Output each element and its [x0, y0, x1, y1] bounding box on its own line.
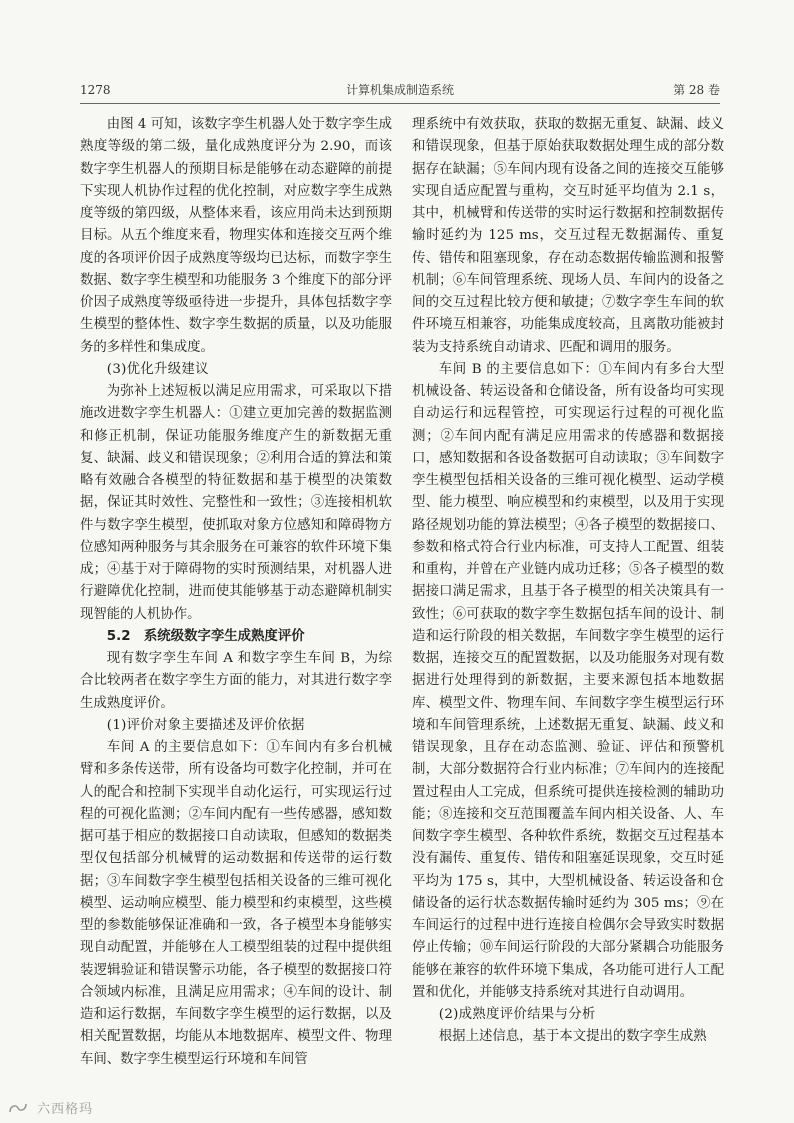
paragraph-result-summary: 由图 4 可知，该数字孪生机器人处于数字孪生成熟度等级的第二级，量化成熟度评分为 2.90，而该数字孪生机器人的预期目标是能够在动态避障的前提下实现人机协作过程的优化控制，对应数字孪生成熟度等级的第四级，从整体来看，该应用尚未达到预期目标。从五个维度来看，物理实体和连接交互两个维度的各项评价因子成熟度等级均已达标，而数字孪生数据、数字孪生模型和功能服务 3 个维度下的部分评价因子成熟度等级亟待进一步提升，具体包括数字孪生模型的整体性、数字孪生数据的质量，以及功能服务的多样性和集成度。 [80, 117, 392, 355]
running-header [80, 81, 720, 99]
paragraph-workshop-b: 车间 B 的主要信息如下：①车间内有多台大型机械设备、转运设备和仓储设备，所有设备均可实现自动运行和远程管控，可实现运行过程的可视化监测；②车间内配有满足应用需求的传感器和数据接口，感知数据和各设备数据可自动读取；③车间数字孪生模型包括相关设备的三维可视化模型、运动学模型、能力模型、响应模型和约束模型，以及用于实现路径规划功能的算法模型；④各子模型的数据接口、参数和格式符合行业内标准，可支持人工配置、组装和重构，并曾在产业链内成功迁移；⑤各子模型的数据接口满足需求，且基于各子模型的相关决策具有一致性；⑥可获取的数字孪生数据包括车间的设计、制造和运行阶段的相关数据，车间数字孪生模型的运行数据，连接交互的配置数据，以及功能服务对现有数据进行处理得到的新数据，主要来源包括本地数据库、模型文件、物理车间、车间数字孪生模型运行环境和车间管理系统，上述数据无重复、缺漏、歧义和错误现象，且存在动态监测、验证、评估和预警机制，大部分数据符合行业内标准；⑦车间内的连接配置过程由人工完成，但系统可提供连接检测的辅助功能；⑧连接和交互范围覆盖车间内相关设备、人、车间数字孪生模型、各种软件系统，数据交互过程基本没有漏传、重复传、错传和阻塞延误现象，交互时延平均为 175 s，其中，大型机械设备、转运设备和仓储设备的运行状态数据传输时延约为 305 ms；⑨在车间运行的过程中进行连接自检偶尔会导致实时数据停止传输；⑩车间运行阶段的大部分紧耦合功能服务能够在兼容的软件环境下集成，各功能可进行人工配置和优化，并能够支持系统对其进行自动调用。 [412, 361, 724, 1000]
paragraph-workshop-intro: 现有数字孪生车间 A 和数字孪生车间 B，为综合比较两者在数字孪生方面的能力，对其进行数字孪生成熟度评价。 [80, 651, 392, 711]
subheading-evaluation-result: (2)成熟度评价结果与分析 [438, 1007, 596, 1022]
paragraph-result-intro: 根据上述信息，基于本文提出的数字孪生成熟 [438, 1029, 707, 1045]
paragraph-workshop-a-continued: 理系统中有效获取，获取的数据无重复、缺漏、歧义和错误现象，但基于原始获取数据处理生成的部分数据存在缺漏；⑤车间内现有设备之间的连接交互能够实现自适应配置与重构，交互时延平均值为 2.1 s，其中，机械臂和传送带的实时运行数据和控制数据传输时延约为 125 ms，交互过程无数据漏传、重复传、错传和阻塞现象，存在动态数据传输监测和报警机制；⑥车间管理系统、现场人员、车间内的设备之间的交互过程比较方便和敏捷；⑦数字孪生车间的软件环境互相兼容，功能集成度较高，且离散功能被封装为支持系统自动请求、匹配和调用的服务。 [412, 117, 724, 355]
volume-label: 第 28 卷 [673, 83, 720, 97]
subheading-upgrade-suggestions: (3)优化升级建议 [106, 361, 209, 377]
watermark-logo-icon [8, 1102, 28, 1114]
watermark-text: 六西格玛 [37, 1102, 94, 1117]
right-column [412, 114, 724, 1049]
left-column [80, 114, 392, 1071]
section-heading-5-2: 5.2 系统级数字孪生成熟度评价 [106, 628, 305, 644]
header-rule [80, 103, 720, 104]
page-number: 1278 [80, 83, 111, 97]
paragraph-workshop-a: 车间 A 的主要信息如下：①车间内有多台机械臂和多条传送带，所有设备均可数字化控制，并可在人的配合和控制下实现半自动化运行，可实现运行过程的可视化监测；②车间内配有一些传感器，感知数据可基于相应的数据接口自动读取，但感知的数据类型仅包括部分机械臂的运动数据和传送带的运行数据；③车间数字孪生模型包括相关设备的三维可视化模型、运动响应模型、能力模型和约束模型，这些模型的参数能够保证准确和一致，各子模型本身能够实现自动配置，并能够在人工模型组装的过程中提供组装逻辑验证和错误警示功能，各子模型的数据接口符合领域内标准，且满足应用需求；④车间的设计、制造和运行数据，车间数字孪生模型的运行数据，以及相关配置数据，均能从本地数据库、模型文件、物理车间、数字孪生模型运行环境和车间管 [80, 740, 392, 1067]
paragraph-upgrade-measures: 为弥补上述短板以满足应用需求，可采取以下措施改进数字孪生机器人：①建立更加完善的数据监测和修正机制，保证功能服务维度产生的新数据无重复、缺漏、歧义和错误现象；②利用合适的算法和策略有效融合各模型的特征数据和基于模型的决策数据，保证其时效性、完整性和一致性；③连接相机软件与数字孪生模型，使抓取对象方位感知和障碍物方位感知两种服务与其余服务在可兼容的软件环境下集成；④基于对于障碍物的实时预测结果，对机器人进行避障优化控制，进而使其能够基于动态避障机制实现智能的人机协作。 [80, 384, 392, 622]
watermark [8, 1098, 93, 1117]
subheading-evaluation-basis: (1)评价对象主要描述及评价依据 [106, 717, 305, 733]
journal-title: 计算机集成制造系统 [345, 83, 454, 97]
